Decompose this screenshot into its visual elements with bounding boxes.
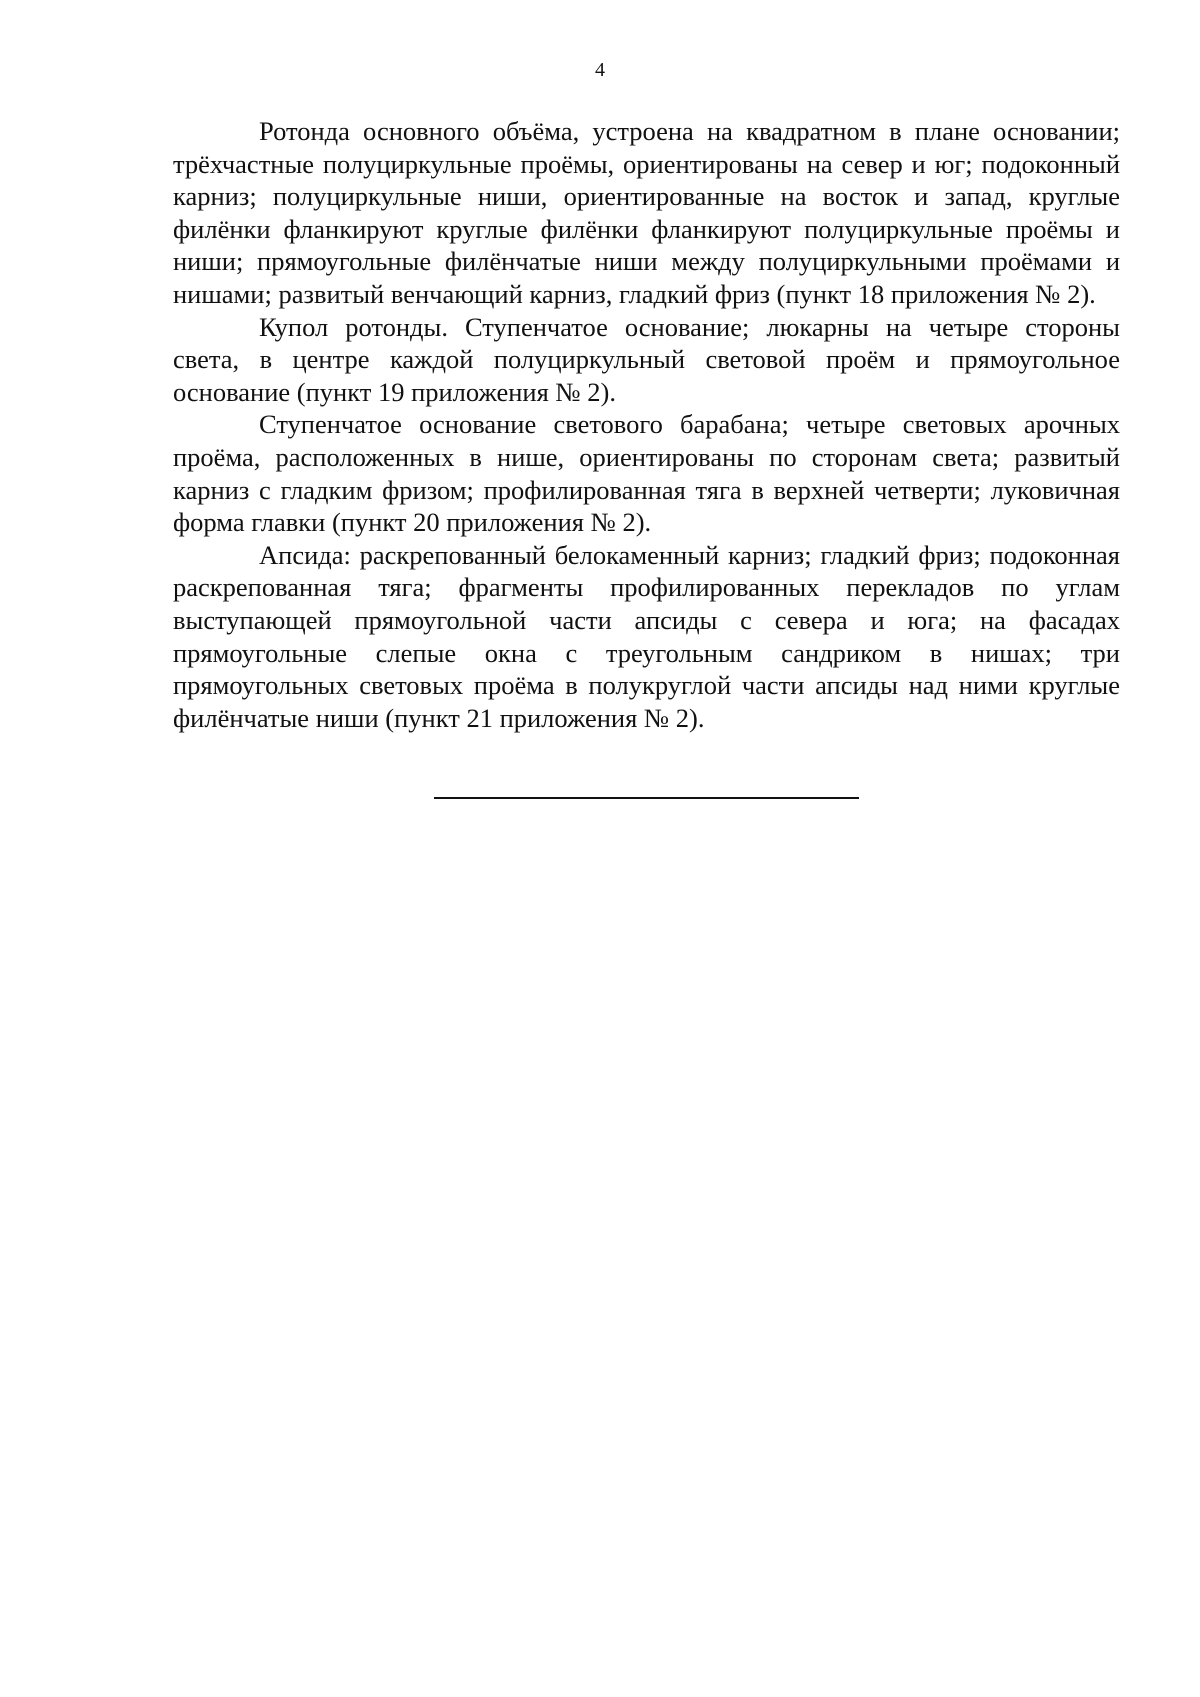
paragraph-rotunda: Ротонда основного объёма, устроена на квадратном в плане основании; трёхчастные полуциркульные проёмы, ориентированы на север и юг; подоконный карниз; полуциркульные ниши, ориентированные на восток и запад, круглые филёнки фланкируют круглые филёнки фланкируют полуциркульные проёмы и ниши; прямоугольные филёнчатые ниши между полуциркульными проёмами и нишами; развитый венчающий карниз, гладкий фриз (пункт 18 приложения № 2).	[173, 116, 1120, 309]
paragraph-apse: Апсида: раскрепованный белокаменный карниз; гладкий фриз; подоконная раскрепованная тяга; фрагменты профилированных перекладов по углам выступающей прямоугольной части апсиды с севера и юга; на фасадах прямоугольные слепые окна с треугольным сандриком в нишах; три прямоугольных световых проёма в полукруглой части апсиды над ними круглые филёнчатые ниши (пункт 21 приложения № 2).	[173, 539, 1120, 733]
end-of-document-rule	[434, 797, 859, 799]
paragraph-dome: Купол ротонды. Ступенчатое основание; люкарны на четыре стороны света, в центре каждой полуциркульный световой проём и прямоугольное основание (пункт 19 приложения № 2).	[173, 311, 1120, 407]
document-body	[173, 115, 1120, 734]
paragraph-light-drum: Ступенчатое основание светового барабана; четыре световых арочных проёма, расположенных в нише, ориентированы по сторонам света; развитый карниз с гладким фризом; профилированная тяга в верхней четверти; луковичная форма главки (пункт 20 приложения № 2).	[173, 409, 1120, 538]
page-number: 4	[595, 59, 605, 81]
